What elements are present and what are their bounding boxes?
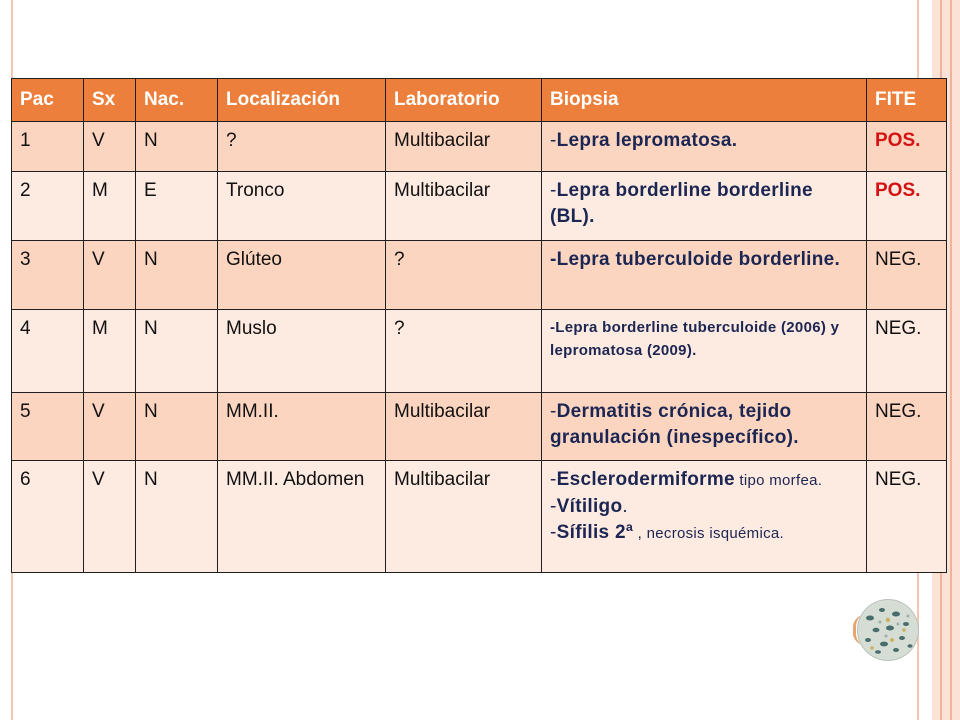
- cell-localizacion: ?: [218, 122, 386, 172]
- cell-nac: N: [136, 461, 218, 573]
- cell-fite: NEG.: [867, 461, 947, 573]
- cell-nac: N: [136, 393, 218, 461]
- cell-biopsia: -Dermatitis crónica, tejido granulación (inespecífico).: [542, 393, 867, 461]
- cell-laboratorio: Multibacilar: [386, 172, 542, 241]
- table-row: [12, 241, 947, 310]
- table-header-row: [12, 79, 947, 122]
- cell-nac: N: [136, 122, 218, 172]
- header-sx: Sx: [84, 79, 136, 122]
- patients-table: [11, 78, 947, 573]
- microscopy-thumbnail-icon: [858, 600, 918, 660]
- cell-biopsia: [542, 461, 867, 573]
- table-row: [12, 393, 947, 461]
- table-row: [12, 461, 947, 573]
- cell-laboratorio: ?: [386, 241, 542, 310]
- biopsy-line-1: -Esclerodermiforme tipo morfea.: [550, 469, 823, 490]
- cell-biopsia: -Lepra borderline tuberculoide (2006) y lepromatosa (2009).: [542, 310, 867, 393]
- biopsy-line-2: -Vítiligo.: [550, 496, 628, 517]
- cell-sx: M: [84, 172, 136, 241]
- cell-pac: 3: [12, 241, 84, 310]
- header-pac: Pac: [12, 79, 84, 122]
- cell-nac: N: [136, 241, 218, 310]
- cell-pac: 6: [12, 461, 84, 573]
- header-fite: FITE: [867, 79, 947, 122]
- cell-pac: 5: [12, 393, 84, 461]
- table-row: [12, 172, 947, 241]
- cell-sx: M: [84, 310, 136, 393]
- cell-biopsia: -Lepra lepromatosa.: [542, 122, 867, 172]
- table-row: [12, 310, 947, 393]
- cell-pac: 2: [12, 172, 84, 241]
- cell-sx: V: [84, 393, 136, 461]
- cell-laboratorio: ?: [386, 310, 542, 393]
- cell-fite: POS.: [867, 122, 947, 172]
- cell-sx: V: [84, 122, 136, 172]
- cell-laboratorio: Multibacilar: [386, 122, 542, 172]
- header-biopsia: Biopsia: [542, 79, 867, 122]
- cell-localizacion: Muslo: [218, 310, 386, 393]
- cell-pac: 4: [12, 310, 84, 393]
- cell-fite: NEG.: [867, 310, 947, 393]
- cell-nac: N: [136, 310, 218, 393]
- cell-nac: E: [136, 172, 218, 241]
- cell-sx: V: [84, 461, 136, 573]
- cell-fite: NEG.: [867, 393, 947, 461]
- cell-laboratorio: Multibacilar: [386, 393, 542, 461]
- biopsy-line-3: -Sífilis 2ª , necrosis isquémica.: [550, 522, 785, 543]
- cell-sx: V: [84, 241, 136, 310]
- table-row: [12, 122, 947, 172]
- cell-localizacion: MM.II. Abdomen: [218, 461, 386, 573]
- cell-fite: NEG.: [867, 241, 947, 310]
- cell-fite: POS.: [867, 172, 947, 241]
- cell-laboratorio: Multibacilar: [386, 461, 542, 573]
- cell-localizacion: Glúteo: [218, 241, 386, 310]
- cell-pac: 1: [12, 122, 84, 172]
- cell-localizacion: MM.II.: [218, 393, 386, 461]
- header-localizacion: Localización: [218, 79, 386, 122]
- cell-biopsia: -Lepra tuberculoide borderline.: [542, 241, 867, 310]
- header-laboratorio: Laboratorio: [386, 79, 542, 122]
- header-nac: Nac.: [136, 79, 218, 122]
- cell-biopsia: -Lepra borderline borderline (BL).: [542, 172, 867, 241]
- cell-localizacion: Tronco: [218, 172, 386, 241]
